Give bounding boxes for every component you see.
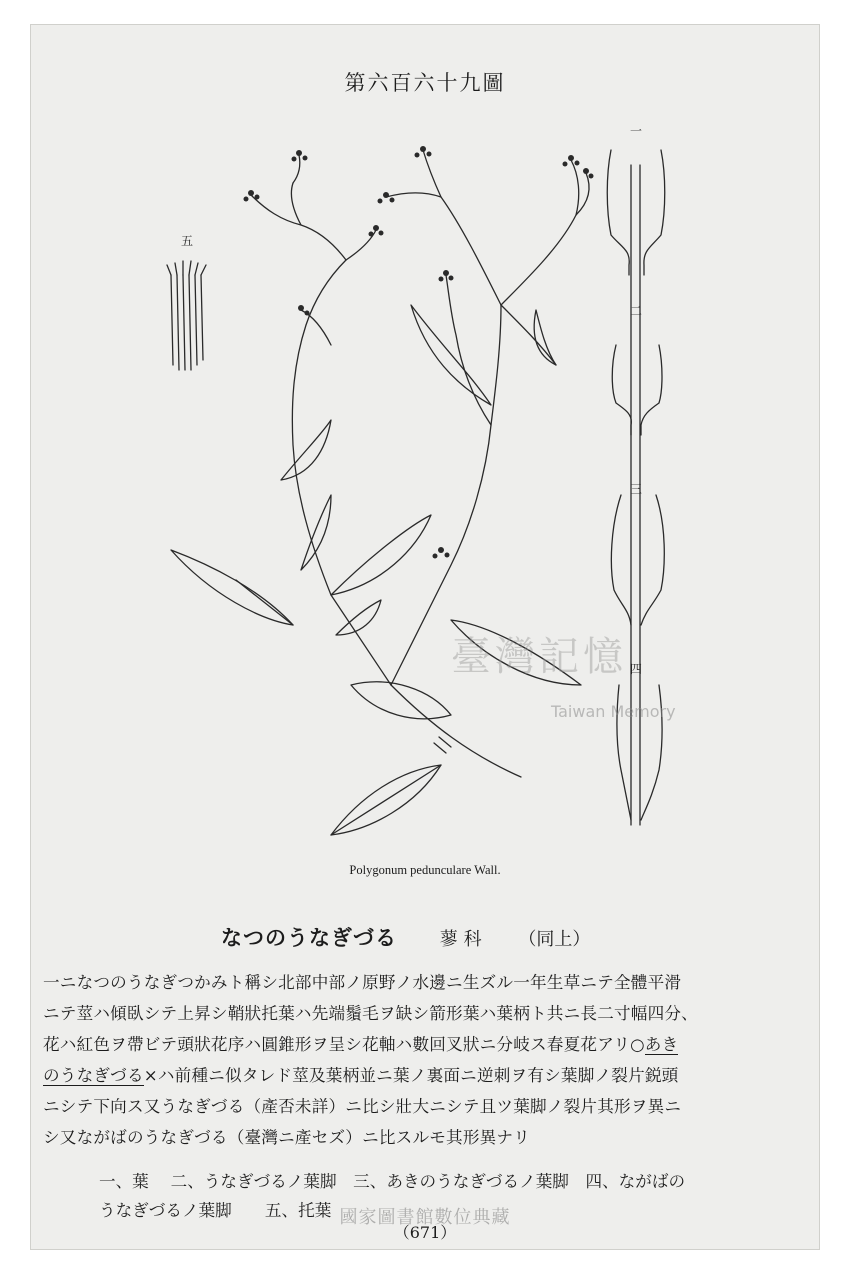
legend-line: 一、葉 二、うなぎづるノ葉脚 三、あきのうなぎづるノ葉脚 四、ながばの bbox=[99, 1172, 686, 1191]
figure-labels bbox=[181, 124, 642, 676]
leaf bbox=[236, 580, 293, 625]
plate-title: 第六百六十九圖 bbox=[344, 71, 506, 95]
leaf bbox=[331, 515, 431, 595]
figure-label-5: 五 bbox=[181, 234, 194, 248]
species-heading bbox=[221, 922, 590, 952]
figure-label-2: 二 bbox=[630, 304, 643, 318]
figure-label-4: 四 bbox=[630, 662, 643, 676]
family-name: 蓼科 bbox=[439, 929, 488, 950]
leaf bbox=[281, 420, 331, 480]
page-number: （671） bbox=[393, 1223, 457, 1242]
botanical-illustration bbox=[31, 25, 820, 865]
leaf bbox=[171, 550, 293, 625]
description-line: 花ハ紅色ヲ帶ビテ頭狀花序ハ圓錐形ヲ呈シ花軸ハ數回叉狀ニ分岐ス春夏花アリ○あき bbox=[43, 1035, 679, 1054]
description-text bbox=[43, 967, 811, 1153]
book-page bbox=[30, 24, 820, 1250]
description-line: ニシテ下向ス又うなぎづる（產否未詳）ニ比シ壯大ニシテ且ツ葉脚ノ裂片其形ヲ異ニ bbox=[43, 1097, 682, 1116]
species-caption: Polygonum pedunculare Wall. bbox=[349, 863, 501, 877]
footer-watermark: 國家圖書館數位典藏 bbox=[339, 1207, 511, 1228]
description-line: シ又ながばのうなぎづる（臺灣ニ產セズ）ニ比スルモ其形異ナリ bbox=[43, 1128, 531, 1147]
watermark-subtitle: Taiwan Memory bbox=[551, 702, 676, 721]
species-name: なつのうなぎづる bbox=[221, 925, 397, 950]
underlined-term: のうなぎづる bbox=[43, 1066, 144, 1085]
figure-label-3: 三 bbox=[630, 482, 643, 496]
leaf-base-figure-2 bbox=[612, 345, 662, 435]
stipule-detail bbox=[167, 261, 206, 370]
description-line: 一ニなつのうなぎつかみト稱シ北部中部ノ原野ノ水邊ニ生ズル一年生草ニテ全體平滑 bbox=[43, 973, 682, 992]
leaf-base-figure-1 bbox=[607, 150, 665, 275]
description-line: ニテ莖ハ傾臥シテ上昇シ鞘狀托葉ハ先端鬚毛ヲ缺シ箭形葉ハ葉柄ト共ニ長二寸幅四分、 bbox=[43, 1004, 698, 1023]
leaf bbox=[331, 765, 441, 835]
leaf bbox=[534, 310, 556, 365]
leaf bbox=[301, 495, 331, 570]
leaf-base-figure-3 bbox=[611, 495, 664, 625]
leaf bbox=[351, 682, 451, 719]
reference-note: （同上） bbox=[518, 929, 591, 950]
description-line: のうなぎづる×ハ前種ニ似タレド莖及葉柄並ニ葉ノ裏面ニ逆刺ヲ有シ葉脚ノ裂片鋭頭 bbox=[43, 1066, 679, 1085]
leaf bbox=[411, 305, 491, 405]
legend-line: うなぎづるノ葉脚 五、托葉 bbox=[99, 1201, 332, 1220]
watermark-logo: 臺灣記憶 bbox=[451, 634, 627, 680]
figure-label-1: 一 bbox=[630, 124, 643, 138]
leaf bbox=[336, 600, 381, 635]
underlined-term: あき bbox=[644, 1035, 679, 1054]
